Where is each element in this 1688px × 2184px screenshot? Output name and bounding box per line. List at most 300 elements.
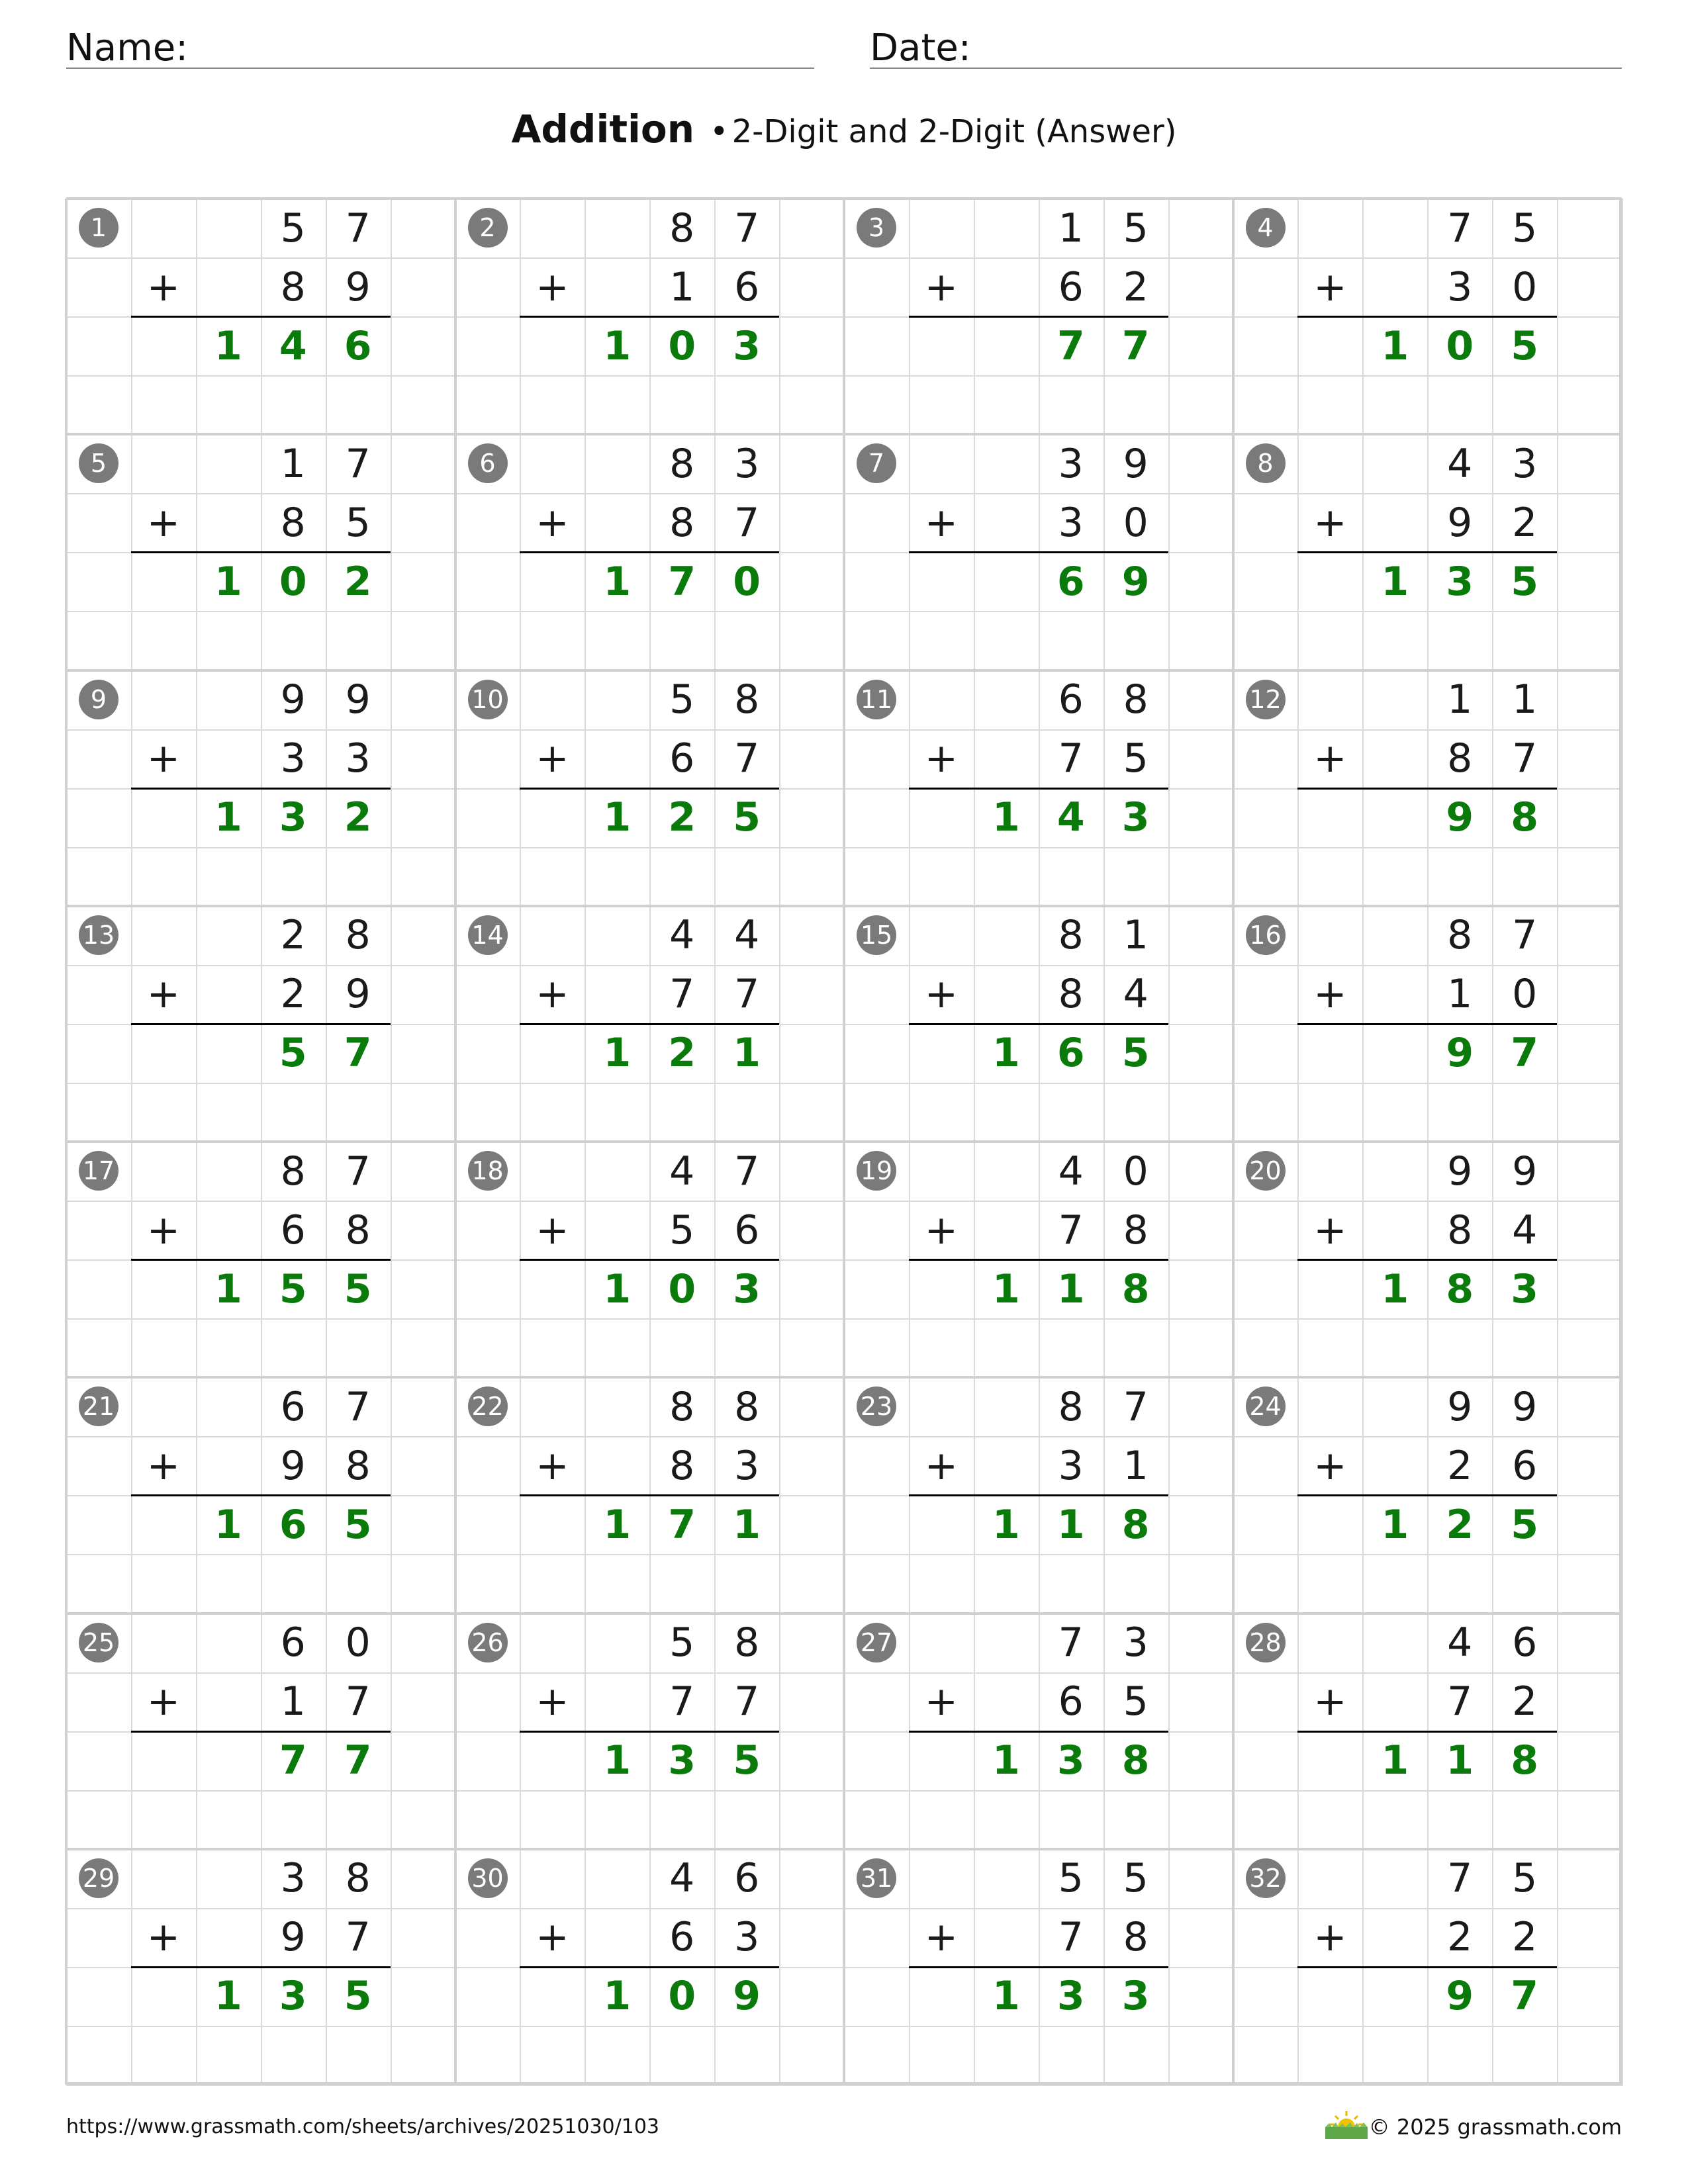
addend-bottom-digit: 6	[1058, 1678, 1084, 1725]
grid-cell	[1557, 1790, 1623, 1850]
addend-bottom-digit: 5	[345, 499, 371, 546]
grid-cell	[455, 493, 522, 553]
answer-digit[interactable]: 8	[1446, 1265, 1474, 1312]
answer-digit[interactable]: 1	[603, 1973, 632, 2020]
plus-operator: +	[146, 1914, 181, 1961]
answer-digit[interactable]: 0	[668, 322, 696, 369]
addend-bottom-digit: 7	[1058, 1206, 1084, 1253]
grid-cell	[1492, 1083, 1558, 1143]
addend-bottom-digit: 3	[1447, 263, 1473, 310]
answer-digit[interactable]: 0	[279, 558, 307, 605]
grid-cell	[649, 611, 716, 671]
grid-cell	[196, 1201, 262, 1261]
answer-digit[interactable]: 5	[279, 1265, 307, 1312]
grid-cell	[1362, 1024, 1429, 1084]
grid-cell	[326, 611, 392, 671]
grid-cell	[844, 1731, 910, 1792]
addend-bottom-digit: 9	[280, 1914, 306, 1961]
addend-bottom-digit: 2	[1512, 1678, 1538, 1725]
grid-cell	[974, 1790, 1040, 1850]
answer-digit[interactable]: 1	[1381, 1737, 1409, 1784]
addend-top-digit: 3	[734, 440, 760, 487]
answer-digit[interactable]: 1	[733, 1501, 761, 1548]
addend-top-digit: 7	[1123, 1383, 1149, 1430]
addend-bottom-digit: 8	[280, 499, 306, 546]
addend-top-digit: 5	[1123, 205, 1149, 251]
grid-cell	[1168, 1790, 1235, 1850]
addend-top-digit: 0	[345, 1619, 371, 1666]
grid-cell	[909, 1967, 975, 2027]
answer-digit[interactable]: 2	[344, 558, 372, 605]
answer-digit[interactable]: 2	[668, 794, 696, 841]
grid-cell	[131, 1259, 197, 1320]
answer-digit[interactable]: 3	[733, 1265, 761, 1312]
answer-digit[interactable]: 1	[214, 1973, 242, 2020]
grid-cell	[1557, 199, 1623, 259]
grid-cell	[974, 257, 1040, 318]
grid-cell	[1362, 1201, 1429, 1261]
answer-digit[interactable]: 6	[1056, 1030, 1085, 1077]
grid-cell	[1362, 375, 1429, 435]
answer-digit[interactable]: 1	[1381, 322, 1409, 369]
addend-top-digit: 9	[280, 676, 306, 723]
plus-operator: +	[1313, 971, 1347, 1018]
grid-cell	[391, 375, 457, 435]
problem-grid	[66, 199, 1622, 2085]
plus-operator: +	[924, 735, 959, 782]
addend-bottom-digit: 3	[280, 735, 306, 782]
answer-digit[interactable]: 1	[733, 1030, 761, 1077]
grid-cell	[779, 1142, 845, 1202]
problem-number-badge: 17	[79, 1151, 118, 1191]
answer-digit[interactable]: 3	[279, 794, 307, 841]
addend-top-digit: 8	[734, 676, 760, 723]
grid-cell	[391, 1790, 457, 1850]
answer-digit[interactable]: 3	[1446, 558, 1474, 605]
addend-top-digit: 7	[1058, 1619, 1084, 1666]
answer-digit[interactable]: 1	[214, 1265, 242, 1312]
grid-cell	[520, 1849, 586, 1909]
grid-cell	[1297, 1495, 1364, 1555]
grid-cell	[909, 1083, 975, 1143]
grid-cell	[1362, 199, 1429, 259]
grid-cell	[455, 257, 522, 318]
grid-cell	[1103, 611, 1170, 671]
addend-bottom-digit: 4	[1123, 971, 1149, 1018]
addend-bottom-digit: 7	[1058, 1914, 1084, 1961]
grid-cell	[779, 1083, 845, 1143]
grid-cell	[909, 1142, 975, 1202]
grid-cell	[1362, 611, 1429, 671]
answer-digit[interactable]: 7	[279, 1737, 307, 1784]
grid-cell	[585, 1790, 651, 1850]
addend-top-digit: 4	[669, 1855, 695, 1902]
problem-number-badge: 20	[1246, 1151, 1286, 1191]
grid-cell	[909, 1024, 975, 1084]
grid-cell	[196, 257, 262, 318]
grid-cell	[779, 1377, 845, 1437]
answer-digit[interactable]: 5	[344, 1973, 372, 2020]
answer-digit[interactable]: 3	[668, 1737, 696, 1784]
addend-bottom-digit: 9	[280, 1442, 306, 1489]
grid-cell	[391, 1908, 457, 1968]
plus-operator: +	[146, 263, 181, 310]
answer-digit[interactable]: 5	[733, 1737, 761, 1784]
answer-digit[interactable]: 7	[344, 1737, 372, 1784]
answer-digit[interactable]: 1	[992, 1737, 1020, 1784]
answer-digit[interactable]: 1	[603, 1501, 632, 1548]
answer-digit[interactable]: 9	[1446, 1973, 1474, 2020]
answer-digit[interactable]: 1	[992, 1973, 1020, 2020]
grid-cell	[1362, 1908, 1429, 1968]
addend-bottom-digit: 6	[669, 735, 695, 782]
answer-digit[interactable]: 2	[1446, 1501, 1474, 1548]
grid-cell	[131, 1790, 197, 1850]
addend-bottom-digit: 7	[669, 971, 695, 1018]
grid-cell	[1103, 1554, 1170, 1614]
grid-cell	[391, 670, 457, 731]
addend-bottom-digit: 8	[1123, 1914, 1149, 1961]
grid-cell	[391, 1614, 457, 1674]
grid-cell	[391, 729, 457, 790]
grid-cell	[1427, 847, 1493, 907]
grid-cell	[455, 729, 522, 790]
answer-digit[interactable]: 4	[1056, 794, 1085, 841]
answer-digit[interactable]: 3	[1056, 1973, 1085, 2020]
grid-cell	[520, 906, 586, 966]
grid-cell	[261, 1083, 327, 1143]
grid-cell	[1362, 434, 1429, 494]
answer-digit[interactable]: 7	[1511, 1973, 1539, 2020]
addend-bottom-digit: 2	[1512, 499, 1538, 546]
addend-top-digit: 4	[1058, 1148, 1084, 1195]
answer-digit[interactable]: 3	[1121, 1973, 1150, 2020]
grid-cell	[196, 375, 262, 435]
grid-cell	[66, 1436, 132, 1496]
answer-digit[interactable]: 7	[1121, 322, 1150, 369]
plus-operator: +	[536, 971, 569, 1018]
grid-cell	[196, 847, 262, 907]
answer-digit[interactable]: 3	[1511, 1265, 1539, 1312]
addend-top-digit: 8	[280, 1148, 306, 1195]
grid-cell	[844, 1495, 910, 1555]
grid-cell	[844, 1024, 910, 1084]
answer-digit[interactable]: 5	[1511, 322, 1539, 369]
answer-digit[interactable]: 8	[1511, 1737, 1539, 1784]
grid-cell	[131, 552, 197, 612]
answer-digit[interactable]: 1	[1056, 1265, 1085, 1312]
grid-cell	[585, 375, 651, 435]
grid-cell	[779, 670, 845, 731]
grid-cell	[844, 847, 910, 907]
grid-cell	[714, 611, 780, 671]
answer-digit[interactable]: 5	[344, 1501, 372, 1548]
answer-digit[interactable]: 2	[668, 1030, 696, 1077]
answer-digit[interactable]: 1	[603, 322, 632, 369]
answer-digit[interactable]: 9	[1121, 558, 1150, 605]
answer-digit[interactable]: 5	[1511, 1501, 1539, 1548]
grid-cell	[1039, 375, 1105, 435]
plus-operator: +	[536, 499, 569, 546]
answer-digit[interactable]: 0	[733, 558, 761, 605]
grid-cell	[974, 1554, 1040, 1614]
grid-cell	[585, 1672, 651, 1733]
grid-cell	[1297, 2026, 1364, 2086]
grid-cell	[1233, 1495, 1299, 1555]
addend-top-digit: 8	[669, 440, 695, 487]
grid-cell	[520, 434, 586, 494]
answer-digit[interactable]: 6	[1056, 558, 1085, 605]
grid-cell	[391, 199, 457, 259]
answer-digit[interactable]: 9	[1446, 794, 1474, 841]
grid-cell	[844, 1201, 910, 1261]
grid-cell	[1557, 1201, 1623, 1261]
addend-bottom-digit: 8	[1447, 1206, 1473, 1253]
footer-url[interactable]: https://www.grassmath.com/sheets/archives/20251030/103	[66, 2115, 660, 2138]
answer-digit[interactable]: 1	[1446, 1737, 1474, 1784]
plus-operator: +	[146, 1206, 181, 1253]
grid-cell	[909, 316, 975, 377]
grid-cell	[1557, 1495, 1623, 1555]
grid-cell	[1557, 316, 1623, 377]
answer-digit[interactable]: 1	[603, 1737, 632, 1784]
answer-digit[interactable]: 3	[1056, 1737, 1085, 1784]
addend-bottom-digit: 8	[669, 499, 695, 546]
plus-operator: +	[536, 1914, 569, 1961]
answer-digit[interactable]: 1	[214, 1501, 242, 1548]
grid-cell	[909, 2026, 975, 2086]
grid-cell	[131, 375, 197, 435]
grid-cell	[196, 965, 262, 1025]
addend-top-digit: 8	[1058, 912, 1084, 959]
grid-cell	[1168, 788, 1235, 848]
grid-cell	[455, 1436, 522, 1496]
answer-digit[interactable]: 1	[214, 794, 242, 841]
grid-cell	[455, 1554, 522, 1614]
grid-cell	[1168, 1731, 1235, 1792]
grid-cell	[844, 1967, 910, 2027]
answer-digit[interactable]: 5	[344, 1265, 372, 1312]
grid-cell	[1362, 788, 1429, 848]
answer-digit[interactable]: 8	[1121, 1265, 1150, 1312]
grid-cell	[1557, 1614, 1623, 1674]
answer-digit[interactable]: 6	[344, 322, 372, 369]
answer-digit[interactable]: 3	[279, 1973, 307, 2020]
addend-bottom-digit: 8	[345, 1442, 371, 1489]
answer-digit[interactable]: 0	[668, 1265, 696, 1312]
answer-digit[interactable]: 1	[992, 794, 1020, 841]
title-main: Addition	[511, 107, 695, 152]
grid-cell	[196, 1554, 262, 1614]
grid-cell	[1557, 1259, 1623, 1320]
grid-cell	[520, 1790, 586, 1850]
answer-digit[interactable]: 8	[1511, 794, 1539, 841]
grid-cell	[391, 1495, 457, 1555]
grid-cell	[1492, 1790, 1558, 1850]
grid-cell	[1557, 965, 1623, 1025]
grid-cell	[261, 1790, 327, 1850]
answer-digit[interactable]: 9	[733, 1973, 761, 2020]
problem-number-badge: 22	[468, 1387, 508, 1426]
addend-bottom-digit: 8	[1447, 735, 1473, 782]
date-line[interactable]	[870, 68, 1622, 69]
plus-operator: +	[536, 1678, 569, 1725]
grid-cell	[844, 1790, 910, 1850]
grid-cell	[779, 434, 845, 494]
grid-cell	[520, 1318, 586, 1379]
grid-cell	[1233, 965, 1299, 1025]
grid-cell	[974, 552, 1040, 612]
grid-cell	[1233, 1024, 1299, 1084]
grid-cell	[196, 1614, 262, 1674]
answer-digit[interactable]: 1	[1056, 1501, 1085, 1548]
grid-cell	[779, 1614, 845, 1674]
grid-cell	[974, 316, 1040, 377]
answer-digit[interactable]: 1	[214, 322, 242, 369]
answer-digit[interactable]: 8	[1121, 1501, 1150, 1548]
grid-cell	[455, 1672, 522, 1733]
grid-cell	[261, 1554, 327, 1614]
grid-cell	[131, 1083, 197, 1143]
name-line[interactable]	[66, 68, 814, 69]
grid-cell	[779, 316, 845, 377]
grid-cell	[1362, 847, 1429, 907]
answer-digit[interactable]: 2	[344, 794, 372, 841]
grid-cell	[1233, 729, 1299, 790]
grid-cell	[196, 1849, 262, 1909]
grid-cell	[909, 1495, 975, 1555]
grid-cell	[1103, 1083, 1170, 1143]
plus-operator: +	[924, 1914, 959, 1961]
grid-cell	[196, 1908, 262, 1968]
addend-bottom-digit: 7	[345, 1914, 371, 1961]
grid-cell	[585, 1377, 651, 1437]
answer-digit[interactable]: 1	[1381, 1265, 1409, 1312]
answer-digit[interactable]: 9	[1446, 1030, 1474, 1077]
grid-cell	[844, 729, 910, 790]
grid-cell	[261, 1318, 327, 1379]
grid-cell	[714, 1083, 780, 1143]
addend-top-digit: 1	[1447, 676, 1473, 723]
answer-digit[interactable]: 1	[992, 1030, 1020, 1077]
problem-number-badge: 3	[857, 208, 896, 248]
answer-digit[interactable]: 5	[733, 794, 761, 841]
answer-digit[interactable]: 0	[668, 1973, 696, 2020]
grid-cell	[66, 257, 132, 318]
plus-operator: +	[146, 1678, 181, 1725]
addend-bottom-digit: 8	[669, 1442, 695, 1489]
answer-digit[interactable]: 7	[344, 1030, 372, 1077]
problem-number-badge: 23	[857, 1387, 896, 1426]
answer-digit[interactable]: 1	[603, 794, 632, 841]
grid-cell	[974, 1142, 1040, 1202]
grid-cell	[520, 552, 586, 612]
grid-cell	[974, 1908, 1040, 1968]
answer-digit[interactable]: 0	[1446, 322, 1474, 369]
grid-cell	[520, 1554, 586, 1614]
grid-cell	[779, 1731, 845, 1792]
grid-cell	[131, 1849, 197, 1909]
answer-digit[interactable]: 1	[603, 1030, 632, 1077]
grid-cell	[66, 1672, 132, 1733]
grid-cell	[66, 1259, 132, 1320]
addend-top-digit: 5	[669, 676, 695, 723]
answer-digit[interactable]: 8	[1121, 1737, 1150, 1784]
addend-bottom-digit: 2	[1123, 263, 1149, 310]
grid-cell	[1233, 1672, 1299, 1733]
grid-cell	[196, 611, 262, 671]
grid-cell	[779, 1967, 845, 2027]
grid-cell	[1362, 1672, 1429, 1733]
grid-cell	[585, 1142, 651, 1202]
grid-cell	[1557, 493, 1623, 553]
grid-cell	[391, 552, 457, 612]
answer-digit[interactable]: 1	[1381, 558, 1409, 605]
answer-digit[interactable]: 7	[1511, 1030, 1539, 1077]
answer-digit[interactable]: 7	[1056, 322, 1085, 369]
grid-cell	[1492, 847, 1558, 907]
answer-digit[interactable]: 1	[1381, 1501, 1409, 1548]
grid-cell	[326, 1083, 392, 1143]
grid-cell	[1557, 847, 1623, 907]
answer-digit[interactable]: 3	[733, 322, 761, 369]
grid-cell	[1362, 1849, 1429, 1909]
addend-top-digit: 4	[734, 912, 760, 959]
answer-digit[interactable]: 7	[668, 1501, 696, 1548]
grid-cell	[1557, 1731, 1623, 1792]
grid-cell	[196, 1377, 262, 1437]
answer-digit[interactable]: 4	[279, 322, 307, 369]
grid-cell	[391, 316, 457, 377]
grid-cell	[1168, 1259, 1235, 1320]
plus-operator: +	[924, 263, 959, 310]
answer-digit[interactable]: 5	[1121, 1030, 1150, 1077]
grid-cell	[1297, 670, 1364, 731]
grid-cell	[455, 847, 522, 907]
grid-cell	[520, 1259, 586, 1320]
answer-digit[interactable]: 1	[214, 558, 242, 605]
grid-cell	[391, 1259, 457, 1320]
answer-digit[interactable]: 5	[1511, 558, 1539, 605]
grid-cell	[455, 1024, 522, 1084]
answer-digit[interactable]: 1	[992, 1265, 1020, 1312]
grid-cell	[1233, 1318, 1299, 1379]
addend-bottom-digit: 8	[1123, 1206, 1149, 1253]
grid-cell	[1362, 1142, 1429, 1202]
plus-operator: +	[1313, 499, 1347, 546]
grid-cell	[974, 1614, 1040, 1674]
grid-cell	[1557, 1554, 1623, 1614]
title-subtitle: 2-Digit and 2-Digit (Answer)	[731, 113, 1177, 150]
addend-top-digit: 7	[1447, 205, 1473, 251]
grid-cell	[909, 906, 975, 966]
addend-top-digit: 8	[669, 1383, 695, 1430]
answer-digit[interactable]: 5	[279, 1030, 307, 1077]
answer-digit[interactable]: 1	[992, 1501, 1020, 1548]
grid-cell	[585, 847, 651, 907]
answer-digit[interactable]: 7	[668, 558, 696, 605]
answer-digit[interactable]: 6	[279, 1501, 307, 1548]
answer-digit[interactable]: 1	[603, 558, 632, 605]
grid-cell	[714, 1554, 780, 1614]
answer-digit[interactable]: 1	[603, 1265, 632, 1312]
grid-cell	[649, 1790, 716, 1850]
addend-bottom-digit: 3	[734, 1914, 760, 1961]
grid-cell	[1362, 1083, 1429, 1143]
answer-digit[interactable]: 3	[1121, 794, 1150, 841]
plus-operator: +	[146, 735, 181, 782]
grid-cell	[196, 1790, 262, 1850]
